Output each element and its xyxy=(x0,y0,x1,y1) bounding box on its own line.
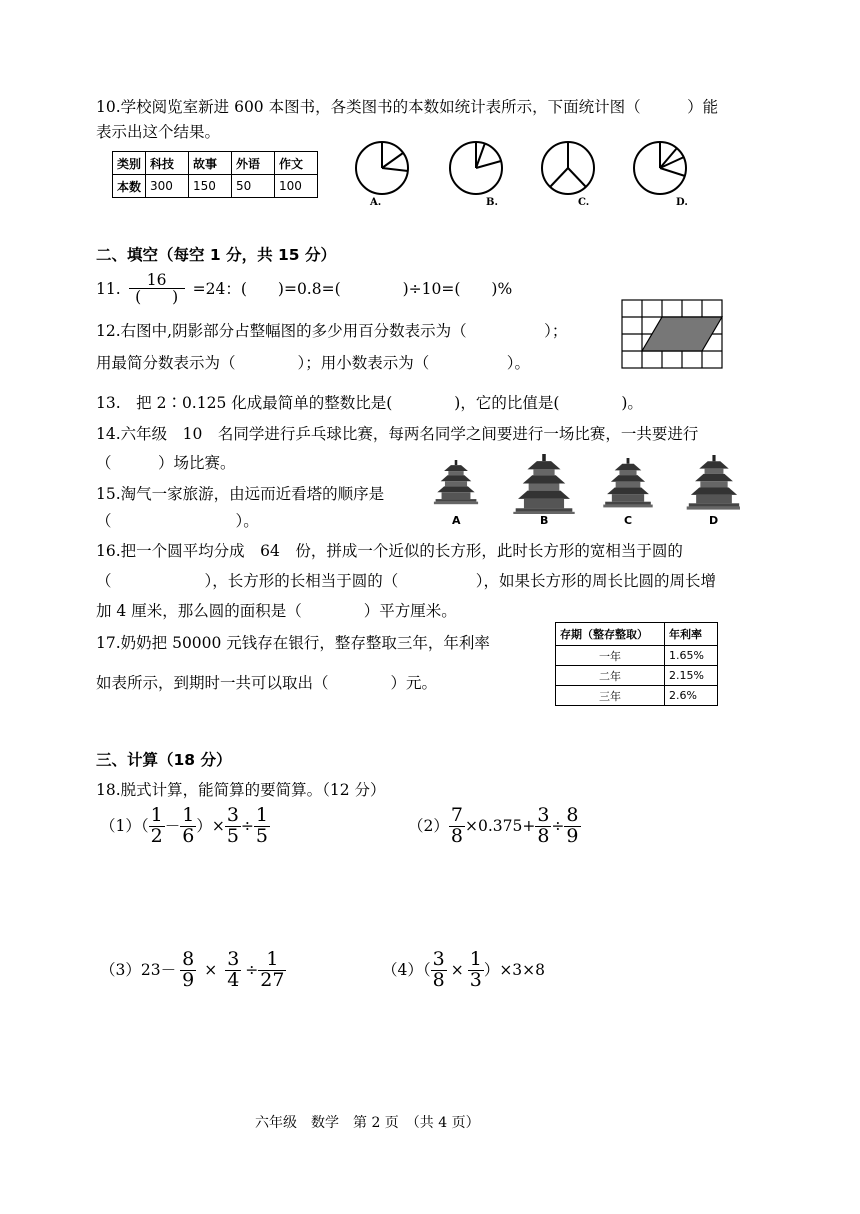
option-label: C. xyxy=(578,197,590,208)
numerator: 1 xyxy=(182,804,195,826)
pagoda-label: D xyxy=(709,514,719,527)
table-header: 作文 xyxy=(275,152,318,175)
fraction xyxy=(225,950,241,991)
pie-option-d xyxy=(634,142,686,194)
q11-prefix: 11. xyxy=(96,279,121,298)
problem-label: （3）23－ xyxy=(100,961,177,980)
numerator: 3 xyxy=(537,804,550,826)
pagoda-d xyxy=(687,455,740,510)
q11-fraction xyxy=(129,272,185,306)
book-count-table xyxy=(112,151,318,198)
operator: ÷ xyxy=(551,817,565,836)
table-header: 外语 xyxy=(232,152,275,175)
table-header: 科技 xyxy=(146,152,189,175)
table-cell: 150 xyxy=(189,175,232,198)
q14-line2: （ ）场比赛。 xyxy=(96,454,236,472)
fraction xyxy=(431,950,447,991)
denominator: 5 xyxy=(255,824,269,847)
numerator: 3 xyxy=(432,948,445,970)
numerator: 3 xyxy=(227,948,240,970)
table-cell: 一年 xyxy=(556,646,665,666)
operator: ÷ xyxy=(240,817,254,836)
denominator: 6 xyxy=(182,824,195,847)
fraction xyxy=(564,806,580,847)
operator: ）×3×8 xyxy=(483,961,546,980)
q17-line2: 如表所示，到期时一共可以取出（ ）元。 xyxy=(96,674,438,692)
calc-problem-4 xyxy=(382,950,545,991)
calc-problem-3 xyxy=(100,950,286,991)
denominator: 5 xyxy=(226,824,239,847)
q18-title: 18.脱式计算，能简算的要简算。（12 分） xyxy=(96,781,386,799)
problem-label: （1）（ xyxy=(100,817,149,836)
table-cell: 二年 xyxy=(556,666,665,686)
pie-option-a xyxy=(356,142,408,194)
table-cell: 100 xyxy=(275,175,318,198)
q11 xyxy=(96,272,512,306)
option-label: D. xyxy=(676,197,688,208)
denominator: 8 xyxy=(450,824,463,847)
q16-line2: （ ），长方形的长相当于圆的（ ），如果长方形的周长比圆的周长增 xyxy=(96,572,717,590)
table-cell: 1.65% xyxy=(665,646,718,666)
table-cell: 三年 xyxy=(556,686,665,706)
problem-label: （4）（ xyxy=(382,961,431,980)
fraction xyxy=(149,806,165,847)
denominator: 9 xyxy=(566,824,579,847)
numerator: 8 xyxy=(182,948,195,970)
fraction xyxy=(180,950,196,991)
fraction xyxy=(468,950,484,991)
operator: × xyxy=(204,961,218,980)
pagoda-label: A xyxy=(452,514,461,527)
q12-line1: 12.右图中,阴影部分占整幅图的多少用百分数表示为（ ）； xyxy=(96,322,568,340)
pagoda-label: C xyxy=(624,514,633,527)
problem-label: （2） xyxy=(408,817,449,836)
fraction xyxy=(258,950,286,991)
denominator: 3 xyxy=(469,968,482,991)
q11-rest: =24：( )=0.8=( )÷10=( )% xyxy=(192,279,513,298)
table-cell: 2.6% xyxy=(665,686,718,706)
table-header: 类别 xyxy=(113,152,146,175)
q13: 13. 把 2∶0.125 化成最简单的整数比是( )，它的比值是( )。 xyxy=(96,394,643,412)
q10-line1: 10.学校阅览室新进 600 本图书，各类图书的本数如统计表所示，下面统计图（ ）能 xyxy=(96,98,719,116)
pagoda-images xyxy=(430,452,740,514)
denominator: 8 xyxy=(432,968,445,991)
calc-problem-1 xyxy=(100,806,270,847)
q17-line1: 17.奶奶把 50000 元钱存在银行，整存整取三年，年利率 xyxy=(96,634,490,652)
numerator: 3 xyxy=(226,804,239,826)
operator: － xyxy=(164,817,181,836)
pie-chart-options xyxy=(350,140,710,215)
q15-line2: （ ）。 xyxy=(96,512,259,530)
numerator: 1 xyxy=(150,804,163,826)
denominator: 2 xyxy=(150,824,163,847)
q16-line3: 加 4 厘米，那么圆的面积是（ ）平方厘米。 xyxy=(96,602,457,620)
interest-rate-table xyxy=(555,622,718,706)
q16-line1: 16.把一个圆平均分成 64 份，拼成一个近似的长方形，此时长方形的宽相当于圆的 xyxy=(96,542,683,560)
denominator: ( ) xyxy=(135,288,179,307)
calc-problem-2 xyxy=(408,806,581,847)
section-2-title: 二、填空（每空 1 分，共 15 分） xyxy=(96,246,336,264)
pagoda-a xyxy=(434,460,478,504)
shaded-parallelogram xyxy=(642,317,722,351)
numerator: 1 xyxy=(469,948,482,970)
table-row-label: 本数 xyxy=(113,175,146,198)
section-3-title: 三、计算（18 分） xyxy=(96,751,232,769)
option-label: A. xyxy=(370,197,382,208)
denominator: 8 xyxy=(537,824,550,847)
q15-line1: 15.淘气一家旅游，由远而近看塔的顺序是 xyxy=(96,485,385,503)
page-footer: 六年级 数学 第 2 页 （共 4 页） xyxy=(255,1115,480,1131)
numerator: 8 xyxy=(566,804,579,826)
q14-line1: 14.六年级 10 名同学进行乒乓球比赛，每两名同学之间要进行一场比赛，一共要进行 xyxy=(96,425,699,443)
q10-line2: 表示出这个结果。 xyxy=(96,123,221,141)
operator: ）× xyxy=(196,817,225,836)
option-label: B. xyxy=(486,197,498,208)
table-cell: 50 xyxy=(232,175,275,198)
denominator: 4 xyxy=(227,968,240,991)
pie-option-c xyxy=(542,142,594,194)
operator: ÷ xyxy=(245,961,259,980)
numerator: 1 xyxy=(258,950,286,971)
fraction xyxy=(225,806,241,847)
table-cell: 300 xyxy=(146,175,189,198)
fraction xyxy=(449,806,465,847)
pagoda-label: B xyxy=(540,514,549,527)
operator: × xyxy=(450,961,464,980)
pagoda-c xyxy=(603,458,652,507)
pie-option-b xyxy=(450,142,502,194)
operator: ×0.375+ xyxy=(464,817,536,836)
table-header: 故事 xyxy=(189,152,232,175)
pagoda-b xyxy=(513,454,574,514)
numerator: 1 xyxy=(255,804,269,826)
numerator: 7 xyxy=(450,804,463,826)
grid-parallelogram-figure xyxy=(621,299,725,371)
fraction xyxy=(535,806,551,847)
q12-line2: 用最简分数表示为（ ）；用小数表示为（ ）。 xyxy=(96,354,531,372)
table-header: 存期（整存整取） xyxy=(556,623,665,646)
fraction xyxy=(180,806,196,847)
denominator: 9 xyxy=(182,968,195,991)
fraction xyxy=(254,806,270,847)
table-cell: 2.15% xyxy=(665,666,718,686)
table-header: 年利率 xyxy=(665,623,718,646)
denominator: 27 xyxy=(260,968,285,991)
numerator: 16 xyxy=(129,272,185,289)
